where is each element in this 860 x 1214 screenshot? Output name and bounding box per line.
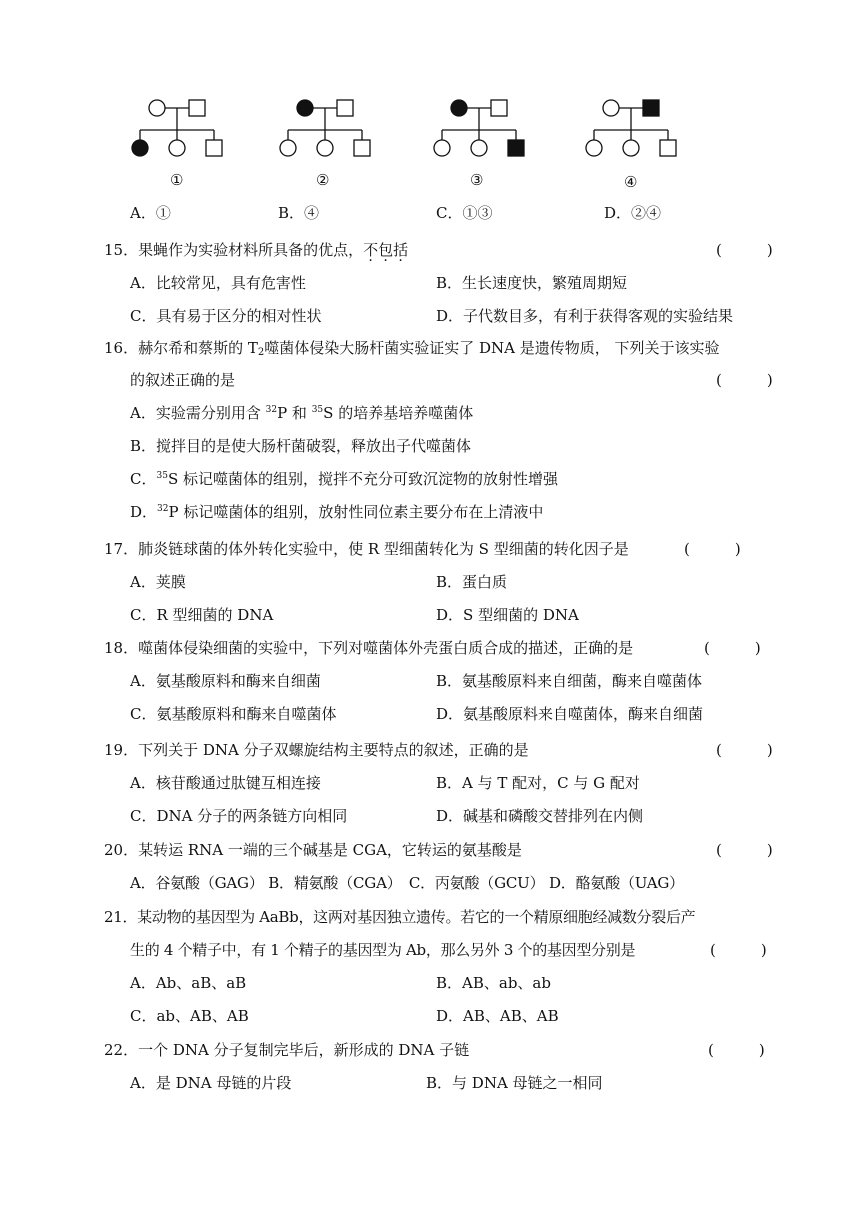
- q16-option-d: D．$^{32}$P 标记噬菌体的组别，放射性同位素主要分布在上清液中: [130, 503, 544, 521]
- child-female: [471, 140, 487, 156]
- q18-stem: 18．噬菌体侵染细菌的实验中，下列对噬菌体外壳蛋白质合成的描述，正确的是: [104, 639, 634, 657]
- parent-female-affected: [451, 100, 467, 116]
- q19-stem: 19．下列关于 DNA 分子双螺旋结构主要特点的叙述，正确的是: [104, 741, 529, 759]
- child-male: [206, 140, 222, 156]
- q15-answer-blank: ( ): [716, 241, 773, 259]
- q16-option-c: C．$^{35}$S 标记噬菌体的组别，搅拌不充分可致沉淀物的放射性增强: [130, 470, 558, 488]
- q17-option-b: B．蛋白质: [436, 573, 508, 591]
- parent-female: [149, 100, 165, 116]
- q17-stem: 17．肺炎链球菌的体外转化实验中，使 R 型细菌转化为 S 型细菌的转化因子是: [104, 540, 629, 558]
- pedigree-1: [128, 96, 228, 158]
- q14-option-a: A．①: [130, 204, 171, 222]
- q21-answer-blank: ( ): [710, 941, 767, 959]
- q21-stem-line2: 生的 4 个精子中，有 1 个精子的基因型为 Ab，那么另外 3 个的基因型分别是: [130, 941, 636, 959]
- q21-option-b: B．AB、ab、ab: [436, 974, 551, 992]
- parent-male-affected: [643, 100, 659, 116]
- q16-option-b: B．搅拌目的是使大肠杆菌破裂，释放出子代噬菌体: [130, 437, 472, 455]
- q15-option-b: B．生长速度快，繁殖周期短: [436, 274, 628, 292]
- q18-option-d: D．氨基酸原料来自噬菌体，酶来自细菌: [436, 705, 704, 723]
- child-female: [586, 140, 602, 156]
- q21-option-a: A．Ab、aB、aB: [130, 974, 247, 992]
- q20-options: A．谷氨酸（GAG） B．精氨酸（CGA） C．丙氨酸（GCU） D．酪氨酸（UAG）: [130, 874, 684, 892]
- q22-answer-blank: ( ): [708, 1041, 765, 1059]
- q14-option-c: C．①③: [436, 204, 493, 222]
- child-female: [317, 140, 333, 156]
- q18-answer-blank: ( ): [704, 639, 761, 657]
- pedigree-1-label: ①: [170, 171, 184, 189]
- q20-stem: 20．某转运 RNA 一端的三个碱基是 CGA，它转运的氨基酸是: [104, 841, 522, 859]
- child-male-affected: [508, 140, 524, 156]
- child-male: [354, 140, 370, 156]
- q15-option-d: D．子代数目多，有利于获得客观的实验结果: [436, 307, 734, 325]
- q17-answer-blank: ( ): [684, 540, 741, 558]
- q14-option-d: D．②④: [604, 204, 662, 222]
- q22-stem: 22．一个 DNA 分子复制完毕后，新形成的 DNA 子链: [104, 1041, 470, 1059]
- q19-option-d: D．碱基和磷酸交替排列在内侧: [436, 807, 644, 825]
- pedigree-4: [582, 96, 682, 158]
- q16-answer-blank: ( ): [716, 371, 773, 389]
- q17-option-a: A．荚膜: [130, 573, 186, 591]
- pedigree-3: [430, 96, 530, 158]
- child-female: [280, 140, 296, 156]
- q21-option-c: C．ab、AB、AB: [130, 1007, 249, 1025]
- child-male: [660, 140, 676, 156]
- q16-option-a: A．实验需分别用含 $^{32}$P 和 $^{35}$S 的培养基培养噬菌体: [130, 404, 474, 422]
- pedigree-2-label: ②: [316, 171, 330, 189]
- q16-stem-line1: 16．赫尔希和蔡斯的 T2噬菌体侵染大肠杆菌实验证实了 DNA 是遗传物质， 下列关于该实验: [104, 339, 720, 358]
- q17-option-d: D．S 型细菌的 DNA: [436, 606, 579, 624]
- child-female-affected: [132, 140, 148, 156]
- q18-option-c: C．氨基酸原料和酶来自噬菌体: [130, 705, 337, 723]
- pedigree-4-label: ④: [624, 173, 638, 191]
- child-female: [434, 140, 450, 156]
- parent-female-affected: [297, 100, 313, 116]
- parent-male: [337, 100, 353, 116]
- q14-option-b: B．④: [278, 204, 320, 222]
- q21-option-d: D．AB、AB、AB: [436, 1007, 559, 1025]
- q22-option-b: B．与 DNA 母链之一相同: [426, 1074, 603, 1092]
- q15-stem: 15．果蝇作为实验材料所具备的优点，不包括: [104, 241, 409, 259]
- parent-male: [491, 100, 507, 116]
- child-female: [169, 140, 185, 156]
- child-female: [623, 140, 639, 156]
- q19-answer-blank: ( ): [716, 741, 773, 759]
- q19-option-b: B．A 与 T 配对，C 与 G 配对: [436, 774, 640, 792]
- q15-option-c: C．具有易于区分的相对性状: [130, 307, 322, 325]
- q19-option-a: A．核苷酸通过肽键互相连接: [130, 774, 321, 792]
- q17-option-c: C．R 型细菌的 DNA: [130, 606, 274, 624]
- q18-option-a: A．氨基酸原料和酶来自细菌: [130, 672, 321, 690]
- q19-option-c: C．DNA 分子的两条链方向相同: [130, 807, 348, 825]
- pedigree-2: [276, 96, 376, 158]
- q22-option-a: A．是 DNA 母链的片段: [130, 1074, 292, 1092]
- parent-male: [189, 100, 205, 116]
- pedigree-3-label: ③: [470, 171, 484, 189]
- q21-stem-line1: 21．某动物的基因型为 AaBb，这两对基因独立遗传。若它的一个精原细胞经减数分裂后产: [104, 908, 696, 926]
- q16-stem-line2: 的叙述正确的是: [130, 371, 236, 389]
- q15-option-a: A．比较常见，具有危害性: [130, 274, 306, 292]
- q18-option-b: B．氨基酸原料来自细菌，酶来自噬菌体: [436, 672, 703, 690]
- q20-answer-blank: ( ): [716, 841, 773, 859]
- parent-female: [603, 100, 619, 116]
